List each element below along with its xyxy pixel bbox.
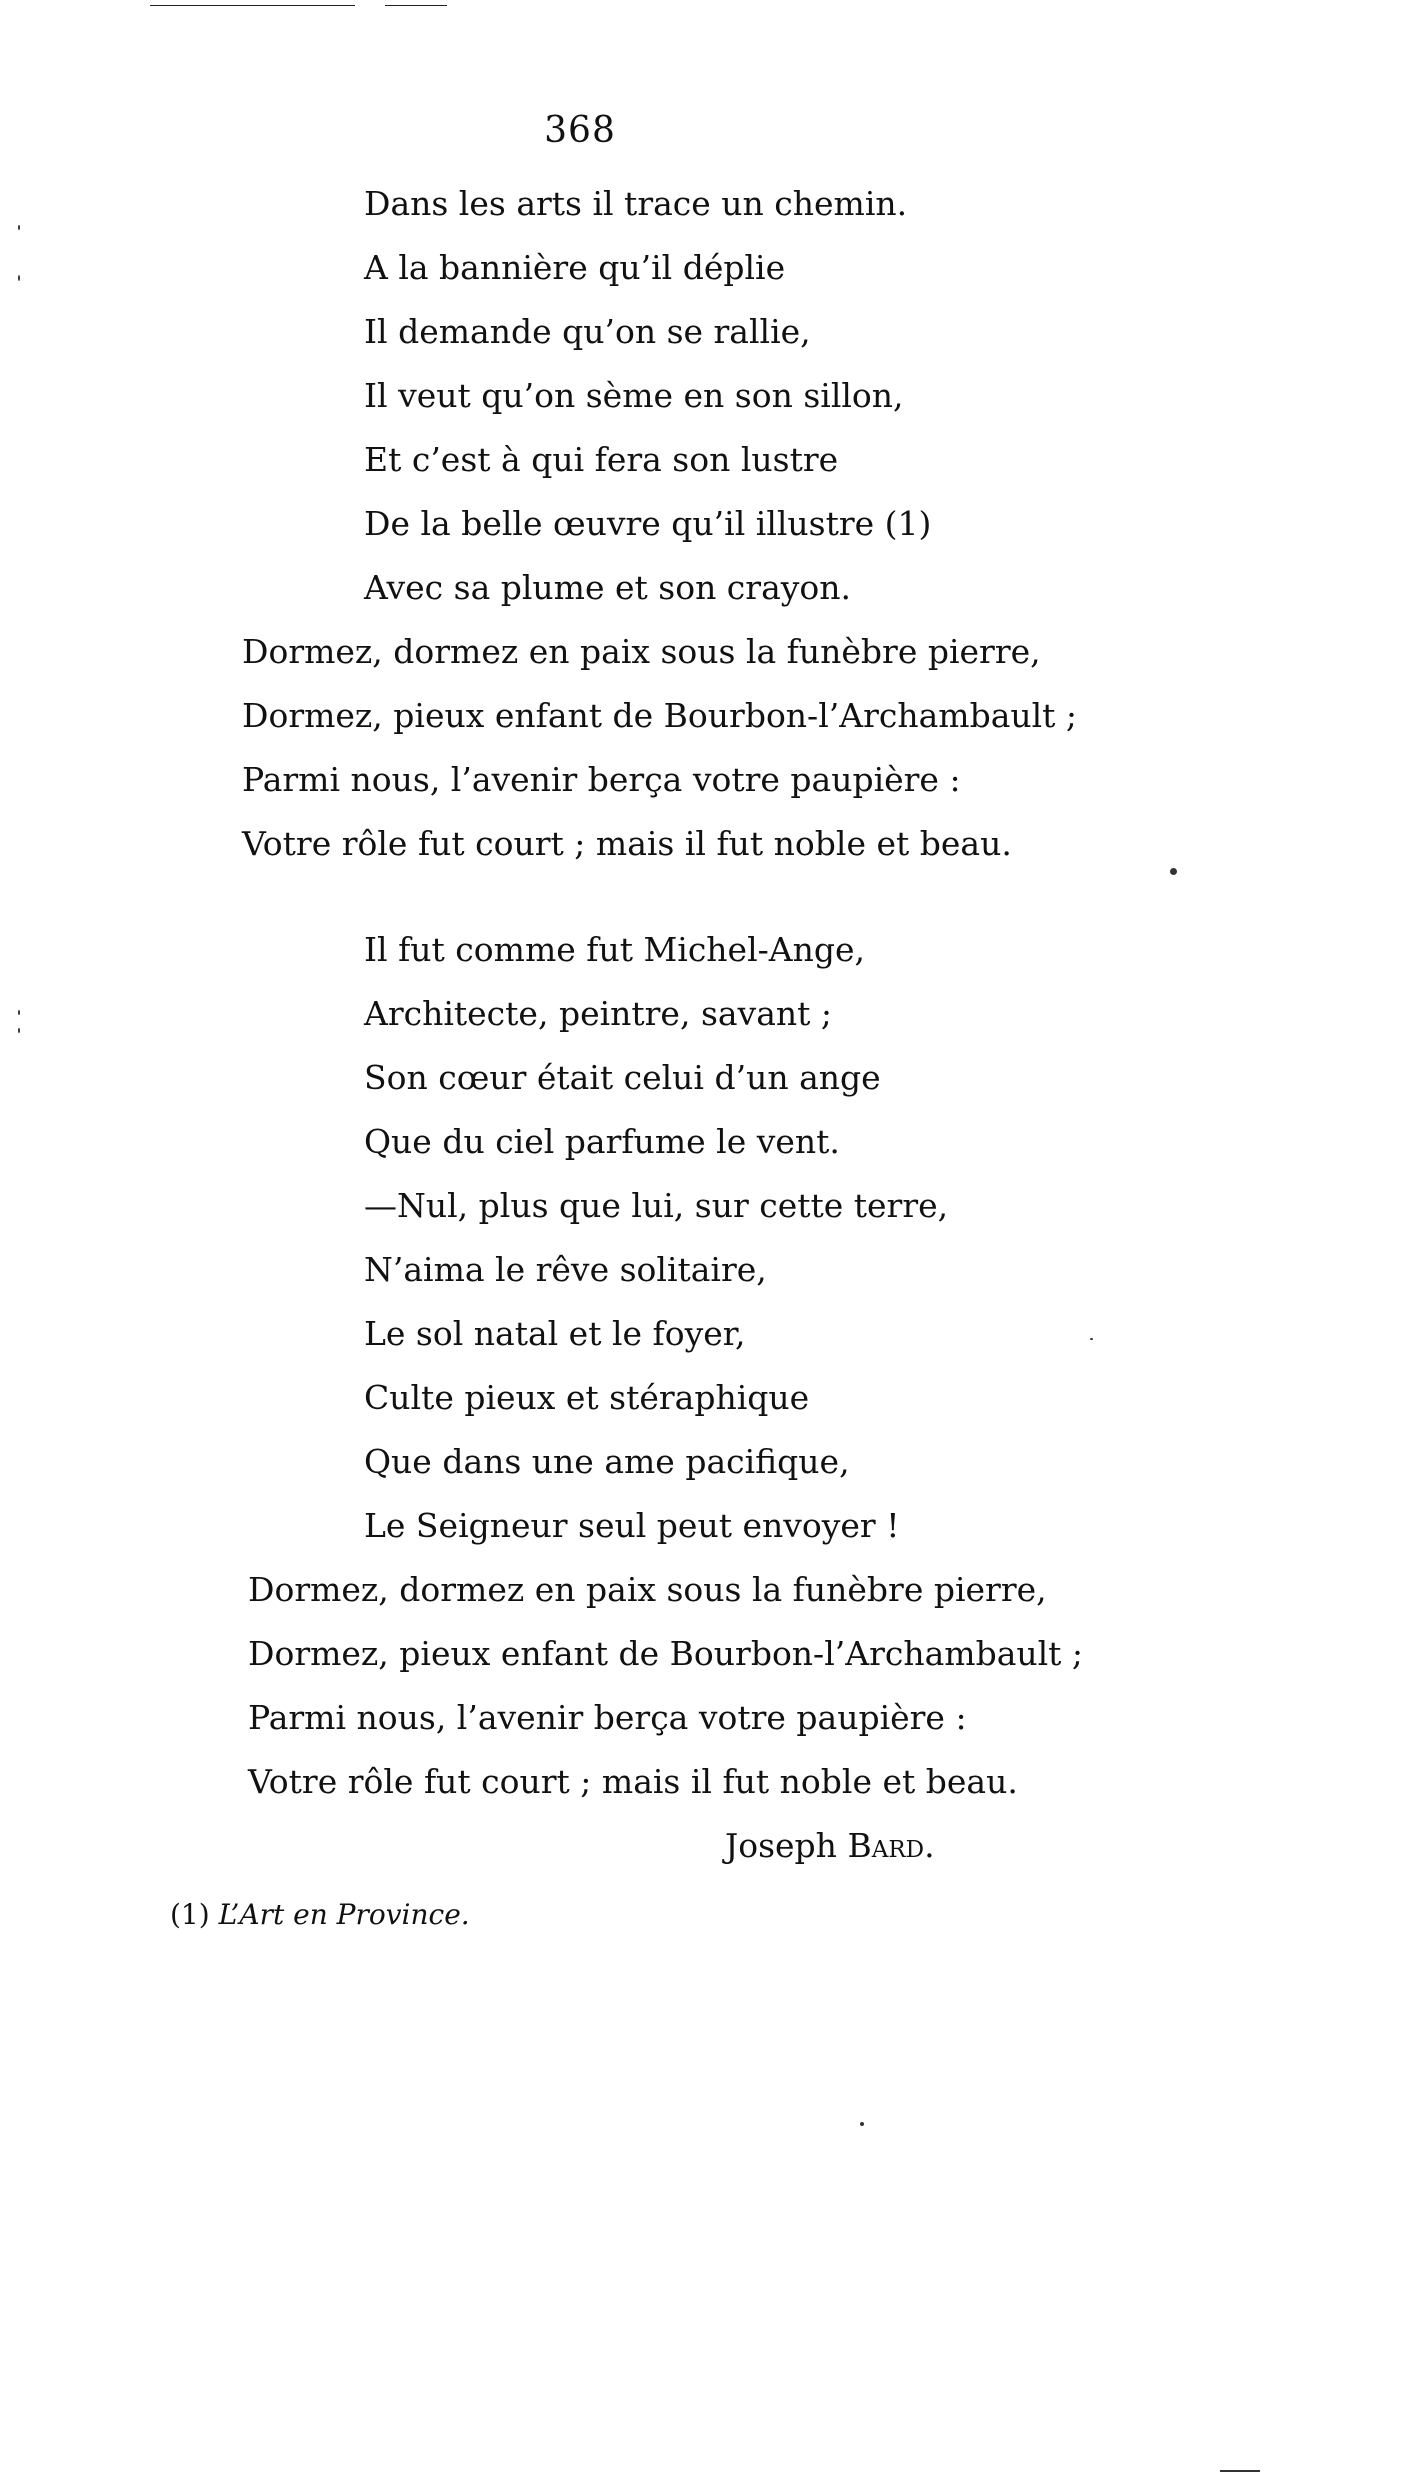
verse-line: Son cœur était celui d’un ange <box>364 1058 881 1097</box>
scan-speck <box>18 1010 20 1015</box>
scan-speck <box>860 2122 864 2126</box>
refrain-line: Dormez, pieux enfant de Bourbon-l’Archambault ; <box>248 1634 1084 1673</box>
footnote-title: L’Art en Province. <box>218 1898 470 1931</box>
signature-last-name: Bard. <box>847 1826 935 1865</box>
verse-line: Il demande qu’on se rallie, <box>364 312 811 351</box>
verse-line: Avec sa plume et son crayon. <box>364 568 851 607</box>
scan-speck <box>18 225 20 230</box>
refrain-line: Dormez, pieux enfant de Bourbon-l’Archambault ; <box>242 696 1078 735</box>
verse-line: Et c’est à qui fera son lustre <box>364 440 839 479</box>
scan-speck <box>1170 868 1177 875</box>
verse-line: Culte pieux et stéraphique <box>364 1378 810 1417</box>
verse-line: Le Seigneur seul peut envoyer ! <box>364 1506 900 1545</box>
verse-line: Le sol natal et le foyer, <box>364 1314 746 1353</box>
signature <box>725 1826 935 1866</box>
verse-line: Il fut comme fut Michel-Ange, <box>364 930 866 969</box>
scan-speck <box>1220 2470 1260 2472</box>
top-rule-left <box>150 5 355 6</box>
verse-line: N’aima le rêve solitaire, <box>364 1250 767 1289</box>
verse-line: Il veut qu’on sème en son sillon, <box>364 376 904 415</box>
refrain-line: Parmi nous, l’avenir berça votre paupière : <box>248 1698 967 1737</box>
refrain-line: Dormez, dormez en paix sous la funèbre pierre, <box>248 1570 1047 1609</box>
refrain-line: Parmi nous, l’avenir berça votre paupière : <box>242 760 961 799</box>
verse-line: De la belle œuvre qu’il illustre (1) <box>364 504 932 543</box>
signature-first-name: Joseph <box>725 1826 837 1865</box>
footnote <box>170 1898 470 1931</box>
verse-line: Que dans une ame pacifique, <box>364 1442 850 1481</box>
top-rule-right <box>385 5 447 6</box>
scan-speck <box>18 1028 20 1033</box>
refrain-line: Dormez, dormez en paix sous la funèbre pierre, <box>242 632 1041 671</box>
refrain-line: Votre rôle fut court ; mais il fut noble et beau. <box>242 824 1012 863</box>
footnote-marker: (1) <box>170 1898 210 1931</box>
scan-speck <box>1090 1338 1093 1340</box>
verse-line: Que du ciel parfume le vent. <box>364 1122 840 1161</box>
verse-line: Architecte, peintre, savant ; <box>364 994 832 1033</box>
page-number: 368 <box>544 110 616 151</box>
scan-speck <box>18 275 20 281</box>
verse-line: —Nul, plus que lui, sur cette terre, <box>364 1186 949 1225</box>
refrain-line: Votre rôle fut court ; mais il fut noble et beau. <box>248 1762 1018 1801</box>
verse-line: A la bannière qu’il déplie <box>364 248 786 287</box>
verse-line: Dans les arts il trace un chemin. <box>364 184 908 223</box>
